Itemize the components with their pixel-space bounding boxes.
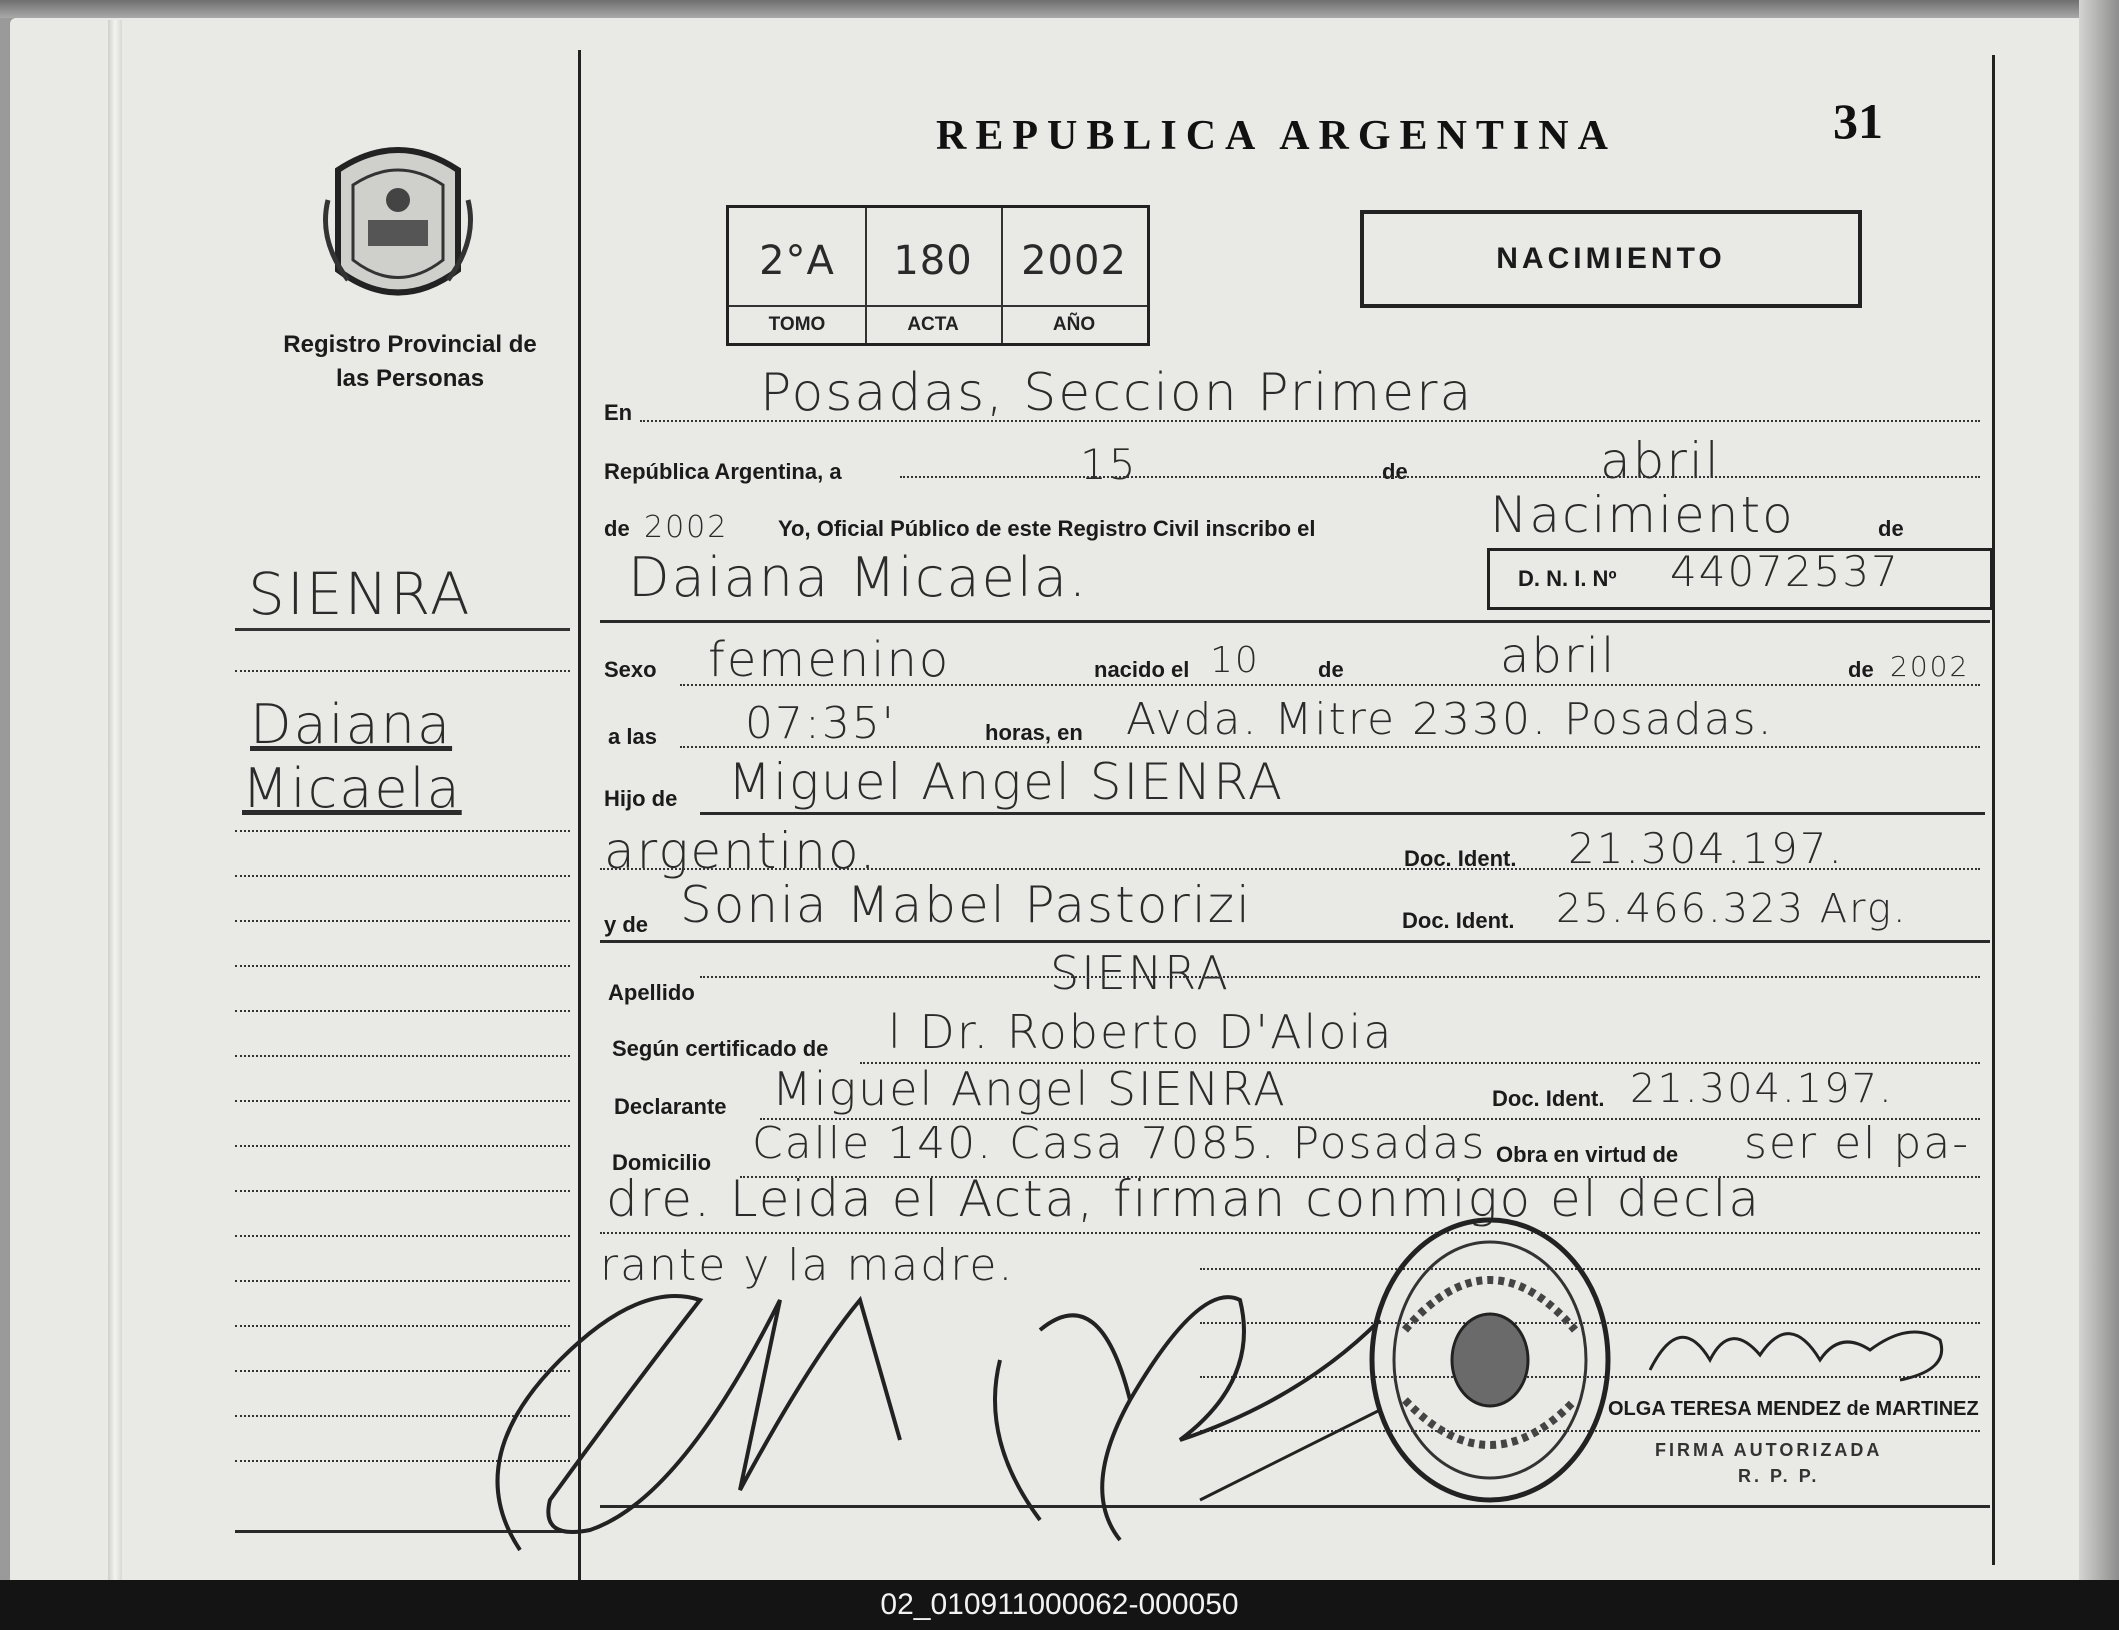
father-nationality: argentino. bbox=[604, 822, 878, 880]
margin-dotted-line bbox=[235, 1010, 570, 1012]
child-name-rule bbox=[600, 620, 1990, 623]
obra-line-2: dre. Leida el Acta, firman conmigo el decla bbox=[606, 1170, 1762, 1228]
margin-given-name-1: Daiana bbox=[250, 693, 453, 756]
sexo-label: Sexo bbox=[604, 657, 657, 682]
birth-day: 10 bbox=[1210, 640, 1260, 681]
certificado-label: Según certificado de bbox=[612, 1036, 829, 1061]
day-value: 15 bbox=[1080, 440, 1138, 489]
ano-value: 2002 bbox=[1021, 238, 1127, 284]
margin-dotted-line bbox=[235, 1190, 570, 1192]
margin-dotted-line bbox=[235, 1145, 570, 1147]
margin-surname: SIENRA bbox=[248, 560, 472, 628]
row5-dotted-line bbox=[680, 684, 1980, 686]
margin-dotted-line bbox=[235, 670, 570, 672]
margin-dotted-line bbox=[235, 875, 570, 877]
year-value: 2002 bbox=[644, 510, 729, 545]
nacido-label: nacido el bbox=[1094, 657, 1190, 682]
declarante-value: Miguel Angel SIENRA bbox=[772, 1062, 1287, 1116]
declarante-label: Declarante bbox=[614, 1094, 727, 1119]
margin-dotted-line bbox=[235, 1235, 570, 1237]
row8-dotted-line bbox=[600, 868, 1980, 870]
ano-label: AÑO bbox=[1001, 305, 1147, 343]
acta-value: 180 bbox=[893, 238, 973, 284]
place-value: Posadas, Seccion Primera bbox=[760, 363, 1474, 423]
horas-label: horas, en bbox=[985, 720, 1083, 745]
event-value: Nacimiento bbox=[1490, 486, 1795, 544]
mother-doc: 25.466.323 Arg. bbox=[1556, 886, 1908, 932]
margin-dotted-line bbox=[235, 920, 570, 922]
father-name: Miguel Angel SIENRA bbox=[728, 753, 1285, 811]
row14-dotted-line bbox=[600, 1232, 1980, 1234]
inscribo-text: Yo, Oficial Público de este Registro Civil inscribo el bbox=[778, 516, 1316, 541]
file-id-footer: 02_010911000062-000050 bbox=[0, 1580, 2119, 1630]
acta-cell bbox=[865, 208, 1003, 343]
row2-dotted-line bbox=[900, 476, 1980, 478]
ano-cell bbox=[1001, 208, 1147, 343]
page-fold bbox=[108, 20, 122, 1580]
official-name: OLGA TERESA MENDEZ de MARTINEZ bbox=[1608, 1398, 1979, 1420]
birth-year: 2002 bbox=[1890, 650, 1970, 683]
form-right-rule bbox=[1992, 55, 1995, 1565]
authorized-label: FIRMA AUTORIZADA bbox=[1655, 1440, 1883, 1460]
month-value: abril bbox=[1600, 432, 1721, 490]
obra-line-3: rante y la madre. bbox=[600, 1240, 1015, 1291]
de-label-3: de bbox=[1318, 657, 1344, 682]
de-label-4: de bbox=[1848, 657, 1874, 682]
official-signature-icon bbox=[1640, 1300, 1960, 1390]
birth-place: Avda. Mitre 2330. Posadas. bbox=[1126, 694, 1774, 745]
de-label: de bbox=[1382, 459, 1408, 484]
registry-name: Registro Provincial de las Personas bbox=[283, 331, 537, 392]
sexo-value: femenino bbox=[708, 632, 951, 688]
certificado-value: l Dr. Roberto D'Aloia bbox=[888, 1005, 1394, 1059]
acta-label: ACTA bbox=[865, 305, 1001, 343]
row6-dotted-line bbox=[680, 746, 1980, 748]
de-label-2: de bbox=[1878, 516, 1904, 541]
tomo-value: 2°A bbox=[759, 238, 835, 284]
page-number: 31 bbox=[1833, 93, 1883, 149]
father-rule bbox=[700, 812, 1985, 815]
apellido-value: SIENRA bbox=[1050, 946, 1230, 1000]
provincial-seal-icon bbox=[318, 140, 478, 310]
en-label: En bbox=[604, 400, 633, 425]
doc-ident-label-2: Doc. Ident. bbox=[1402, 908, 1515, 933]
a-las-label: a las bbox=[608, 724, 657, 749]
doc-ident-label: Doc. Ident. bbox=[1404, 846, 1517, 871]
row10-dotted-line bbox=[700, 976, 1980, 978]
page-top-shadow bbox=[0, 0, 2119, 18]
mother-rule bbox=[600, 940, 1990, 943]
record-type-box: NACIMIENTO bbox=[1360, 210, 1862, 308]
signatures-icon bbox=[480, 1240, 1480, 1580]
domicilio-value: Calle 140. Casa 7085. Posadas bbox=[752, 1118, 1487, 1169]
hijo-label: Hijo de bbox=[604, 786, 678, 811]
margin-dotted-line bbox=[235, 830, 570, 832]
republica-label: República Argentina, a bbox=[604, 459, 842, 484]
margin-dotted-line bbox=[235, 1100, 570, 1102]
apellido-label: Apellido bbox=[608, 980, 695, 1005]
margin-given-name-2: Micaela bbox=[242, 757, 462, 820]
birth-time: 07:35' bbox=[745, 698, 896, 749]
tomo-label: TOMO bbox=[729, 305, 865, 343]
dni-box bbox=[1487, 548, 1993, 610]
father-doc: 21.304.197. bbox=[1568, 824, 1844, 873]
rpp-label: R. P. P. bbox=[1738, 1466, 1820, 1486]
child-name: Daiana Micaela. bbox=[628, 546, 1089, 609]
country-title: REPUBLICA ARGENTINA bbox=[936, 113, 1617, 159]
mother-name: Sonia Mabel Pastorizi bbox=[680, 876, 1252, 934]
obra-value: ser el pa- bbox=[1744, 1118, 1971, 1169]
obra-label: Obra en virtud de bbox=[1496, 1142, 1679, 1167]
dni-label: D. N. I. Nº bbox=[1518, 566, 1617, 591]
dni-value: 44072537 bbox=[1670, 547, 1900, 596]
birth-month: abril bbox=[1500, 628, 1617, 684]
tomo-cell bbox=[729, 208, 867, 343]
declarante-doc: 21.304.197. bbox=[1630, 1066, 1894, 1112]
de-year-prefix: de bbox=[604, 516, 630, 541]
margin-rule bbox=[235, 628, 570, 631]
registry-reference-box bbox=[726, 205, 1150, 346]
margin-dotted-line bbox=[235, 965, 570, 967]
domicilio-label: Domicilio bbox=[612, 1150, 712, 1175]
en-dotted-line bbox=[640, 420, 1980, 422]
page-right-edge bbox=[2079, 0, 2119, 1580]
margin-dotted-line bbox=[235, 1055, 570, 1057]
y-de-label: y de bbox=[604, 912, 649, 937]
doc-ident-label-3: Doc. Ident. bbox=[1492, 1086, 1605, 1111]
